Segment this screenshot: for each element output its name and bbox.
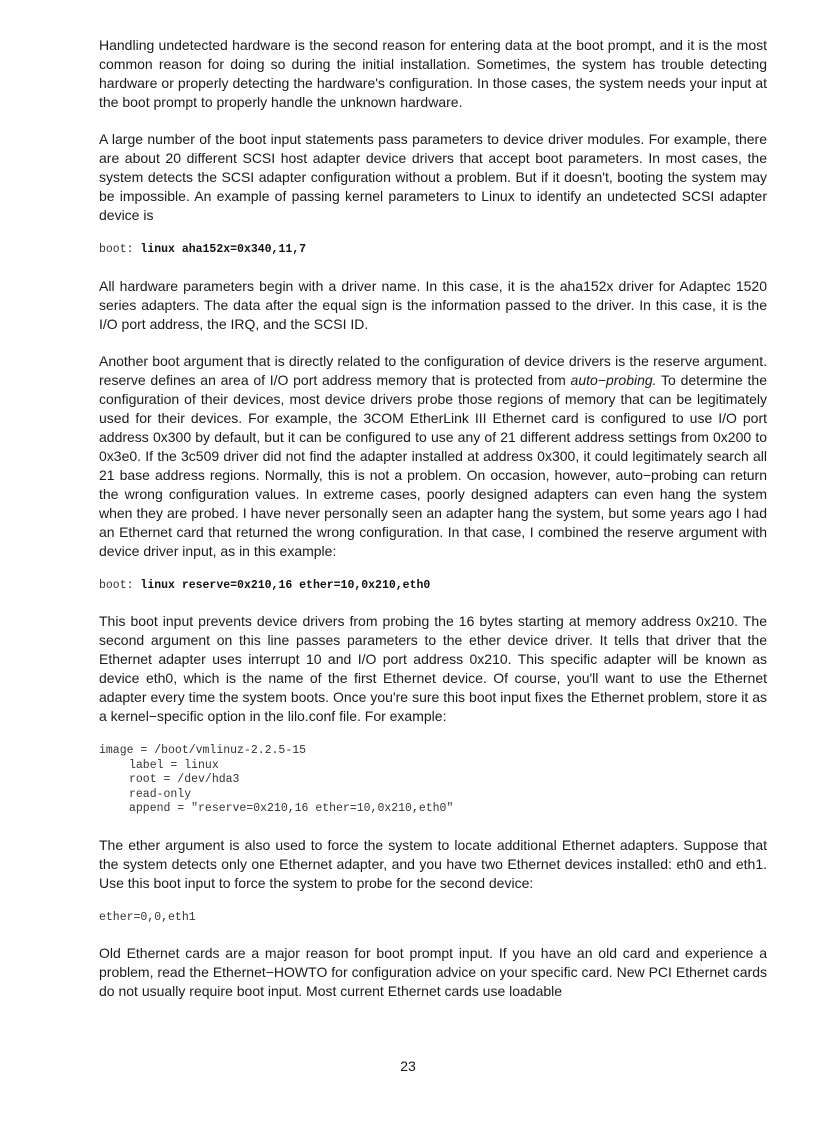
document-page [99,36,767,1019]
paragraph-ether-argument: The ether argument is also used to force the system to locate additional Ethernet adapters. Suppose that the system detects only one Ethernet adapter, and you have two Ethernet devices installed: eth0 and eth1. Use this boot input to force the system to probe for the second device: [99,836,767,891]
boot-command: linux aha152x=0x340,11,7 [140,243,307,256]
code-boot-aha152x [99,243,767,258]
lilo-line-image: image = /boot/vmlinuz-2.2.5-15 [99,744,307,757]
lilo-line-read-only: read-only [129,787,192,801]
paragraph-reserve-argument [99,352,767,561]
code-lilo-conf [99,744,767,817]
paragraph-boot-input-statements: A large number of the boot input statements pass parameters to device driver modules. For example, there are about 20 different SCSI host adapter device drivers that accept boot parameters. In most cases, the system detects the SCSI adapter configuration without a problem. But if it doesn't, booting the system may be impossible. An example of passing kernel parameters to Linux to identify an undetected SCSI adapter device is [99,131,767,223]
paragraph-boot-input-prevents: This boot input prevents device drivers from probing the 16 bytes starting at memory address 0x210. The second argument on this line passes parameters to the ether device driver. It tells that driver that the Ethernet adapter uses interrupt 10 and I/O port address 0x210. This specific adapter will be known as device eth0, which is the name of the first Ethernet device. Of course, you'll want to use the Ethernet adapter every time the system boots. Once you're sure this boot input fixes the Ethernet problem, store it as a kernel−specific option in the lilo.conf file. For example: [99,613,767,724]
paragraph-hardware-parameters: All hardware parameters begin with a driver name. In this case, it is the aha152x driver for Adaptec 1520 series adapters. The data after the equal sign is the information passed to the driver. In this case, it is the I/O port address, the IRQ, and the SCSI ID. [99,277,767,332]
lilo-line-label: label = linux [129,758,219,772]
reserve-text-end: To determine the configuration of their devices, most device drivers probe those regions of memory that can be legitimately used for their devices. For example, the 3COM EtherLink III Ethernet card is configured to use I/O port address 0x300 by default, but it can be configured to use any of 21 different address settings from 0x200 to 0x3e0. If the 3c509 driver did not find the adapter installed at address 0x300, it could legitimately search all 21 base address regions. Normally, this is not a problem. On occasion, however, auto−probing can return the wrong configuration values. In extreme cases, poorly designed adapters can even hang the system when they are probed. I have never personally seen an adapter hang the system, but some years ago I had an Ethernet card that returned the wrong configuration. In that case, I combined the reserve argument with device driver input, as in this example: [99,371,768,559]
paragraph-old-ethernet-cards: Old Ethernet cards are a major reason for boot prompt input. If you have an old card and experience a problem, read the Ethernet−HOWTO for configuration advice on your specific card. New PCI Ethernet cards do not usually require boot input. Most current Ethernet cards use loadable [99,945,767,999]
boot-prompt: boot: [99,578,134,592]
code-ether-eth1: ether=0,0,eth1 [99,910,196,924]
boot-command: linux reserve=0x210,16 ether=10,0x210,eth0 [140,578,431,592]
boot-prompt: boot: [99,243,134,256]
lilo-line-append: append = "reserve=0x210,16 ether=10,0x210,eth0" [129,802,454,815]
lilo-line-root: root = /dev/hda3 [129,773,240,786]
page-number: 23 [400,1058,416,1074]
reserve-text-start: Another boot argument that is directly related to the configuration of device drivers is the reserve argument. reserve defines an area of I/O port address memory that is protected from [99,352,767,388]
code-boot-reserve [99,579,767,594]
paragraph-undetected-hardware: Handling undetected hardware is the second reason for entering data at the boot prompt, and it is the most common reason for doing so during the initial installation. Sometimes, the system has trouble detecting hardware or properly detecting the hardware's configuration. In those cases, the system needs your input at the boot prompt to properly handle the unknown hardware. [99,37,767,110]
auto-probing-italic: auto−probing. [570,371,657,388]
